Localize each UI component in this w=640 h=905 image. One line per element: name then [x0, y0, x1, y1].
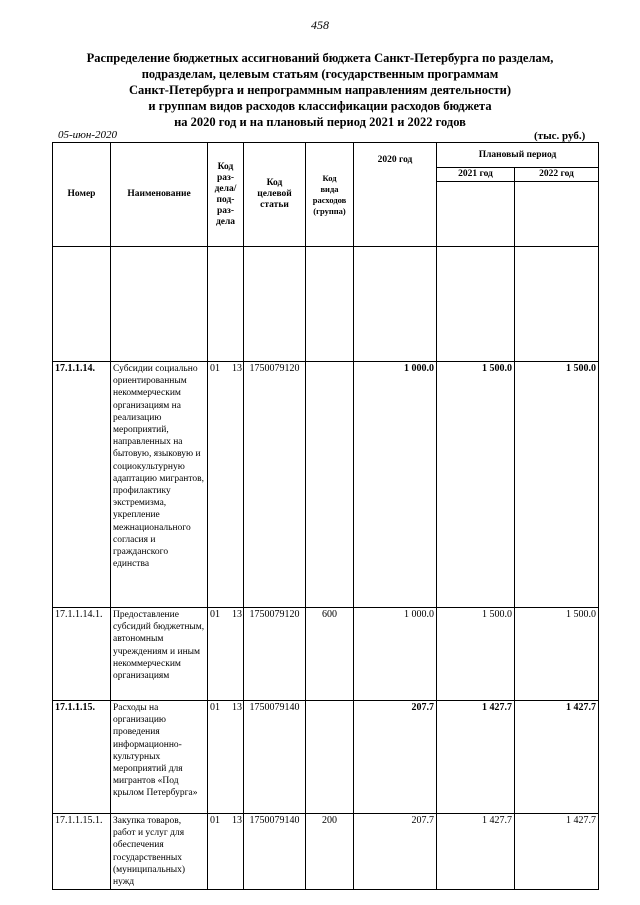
row-kind-code: 200	[306, 814, 354, 890]
row-amount-2020: 207.7	[354, 701, 437, 814]
header-name: Наименование	[111, 143, 208, 247]
row-section-code	[208, 814, 244, 890]
row-kind-code: 600	[306, 608, 354, 701]
row-section-code	[208, 701, 244, 814]
row-amount-2020: 1 000.0	[354, 608, 437, 701]
document-date: 05-июн-2020	[58, 129, 118, 141]
spacer-cell	[354, 247, 437, 362]
header-number: Номер	[53, 143, 111, 247]
table-row	[53, 608, 599, 701]
row-amount-2020: 1 000.0	[354, 362, 437, 608]
row-amount-2022: 1 500.0	[515, 608, 599, 701]
row-number: 17.1.1.15.1.	[53, 814, 111, 890]
subsection-code: 13	[232, 609, 242, 620]
row-name: Закупка товаров, работ и услуг для обеспечения государственных (муниципальных) нужд	[111, 814, 208, 890]
table-row	[53, 701, 599, 814]
row-number: 17.1.1.14.	[53, 362, 111, 608]
spacer-row	[53, 247, 599, 362]
spacer-cell	[208, 247, 244, 362]
row-amount-2022: 1 500.0	[515, 362, 599, 608]
subsection-code: 13	[232, 702, 242, 713]
spacer-cell	[244, 247, 306, 362]
spacer-cell	[306, 247, 354, 362]
spacer-cell	[515, 247, 599, 362]
row-number: 17.1.1.15.	[53, 701, 111, 814]
row-number: 17.1.1.14.1.	[53, 608, 111, 701]
header-spacer	[437, 182, 515, 247]
title-line: и группам видов расходов классификации расходов бюджета	[148, 99, 492, 113]
row-amount-2022: 1 427.7	[515, 701, 599, 814]
row-kind-code	[306, 701, 354, 814]
subsection-code: 13	[232, 815, 242, 826]
title-line: Распределение бюджетных ассигнований бюджета Санкт-Петербурга по разделам,	[86, 51, 554, 65]
section-code: 01	[210, 609, 220, 620]
header-2021: 2021 год	[437, 168, 515, 182]
row-amount-2021: 1 500.0	[437, 362, 515, 608]
spacer-cell	[437, 247, 515, 362]
row-amount-2021: 1 500.0	[437, 608, 515, 701]
row-name: Субсидии социально ориентированным некоммерческим организациям на реализацию мероприятий, направленных на бытовую, языковую и социокультурную адаптацию мигрантов, профилактику экстремизма, укрепление межнационального согласия и гражданского единства	[111, 362, 208, 608]
title-line: Санкт-Петербурга и непрограммным направлениям деятельности)	[128, 83, 511, 97]
row-amount-2021: 1 427.7	[437, 814, 515, 890]
section-code: 01	[210, 363, 220, 374]
unit-label: (тыс. руб.)	[534, 130, 586, 142]
row-amount-2021: 1 427.7	[437, 701, 515, 814]
spacer-cell	[111, 247, 208, 362]
page-number: 458	[311, 18, 329, 32]
row-kind-code	[306, 362, 354, 608]
row-section-code	[208, 362, 244, 608]
header-target-code: Код целевой статьи	[244, 143, 306, 247]
header-2022: 2022 год	[515, 168, 599, 182]
row-name: Предоставление субсидий бюджетным, автономным учреждениям и иным некоммерческим организациям	[111, 608, 208, 701]
document-title	[60, 50, 580, 130]
title-line: на 2020 год и на плановый период 2021 и 2022 годов	[174, 115, 466, 129]
row-name: Расходы на организацию проведения информационно-культурных мероприятий для мигрантов «Под крылом Петербурга»	[111, 701, 208, 814]
spacer-cell	[53, 247, 111, 362]
row-target-code: 1750079120	[244, 362, 306, 608]
row-target-code: 1750079120	[244, 608, 306, 701]
row-section-code	[208, 608, 244, 701]
row-amount-2022: 1 427.7	[515, 814, 599, 890]
header-2020: 2020 год	[354, 143, 437, 247]
row-target-code: 1750079140	[244, 814, 306, 890]
table-row	[53, 814, 599, 890]
section-code: 01	[210, 702, 220, 713]
row-amount-2020: 207.7	[354, 814, 437, 890]
header-planned-period: Плановый период	[437, 143, 599, 168]
header-row	[53, 143, 599, 168]
row-target-code: 1750079140	[244, 701, 306, 814]
title-line: подразделам, целевым статьям (государственным программам	[141, 67, 499, 81]
budget-table	[52, 142, 599, 890]
header-section-code: Код раз- дела/ под- раз- дела	[208, 143, 244, 247]
table-row	[53, 362, 599, 608]
header-spacer	[515, 182, 599, 247]
section-code: 01	[210, 815, 220, 826]
subsection-code: 13	[232, 363, 242, 374]
header-kind-code: Код вида расходов (группа)	[306, 143, 354, 247]
